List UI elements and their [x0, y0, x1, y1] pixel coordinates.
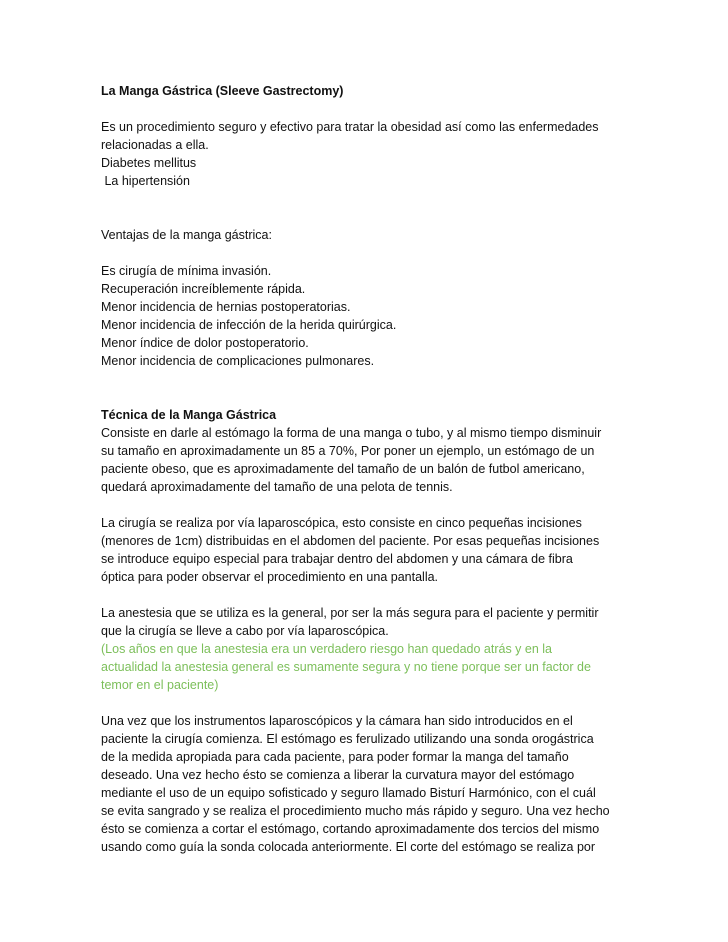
- tecnica-p1-line: Consiste en darle al estómago la forma de una manga o tubo, y al mismo tiempo disminuir: [101, 426, 602, 440]
- intro-line: Es un procedimiento seguro y efectivo para tratar la obesidad así como las enfermedades: [101, 120, 599, 134]
- ventaja-item: Menor índice de dolor postoperatorio.: [101, 336, 309, 350]
- tecnica-p4-line: ésto se comienza a cortar el estómago, cortando aproximadamente dos tercios del mismo: [101, 822, 600, 836]
- intro-line: relacionadas a ella.: [101, 138, 209, 152]
- ventaja-item: Recuperación increíblemente rápida.: [101, 282, 306, 296]
- tecnica-p4-line: mediante el uso de un equipo sofisticado y seguro llamado Bisturí Harmónico, con el cuál: [101, 786, 596, 800]
- anestesia-note-line: actualidad la anestesia general es sumamente segura y no tiene porque ser un factor de: [101, 660, 591, 674]
- tecnica-p2-line: óptica para poder observar el procedimiento en una pantalla.: [101, 570, 439, 584]
- tecnica-p2-line: se introduce equipo especial para trabajar dentro del abdomen y una cámara de fibra: [101, 552, 573, 566]
- intro-line: Diabetes mellitus: [101, 156, 197, 170]
- tecnica-p2-line: (menores de 1cm) distribuidas en el abdomen del paciente. Por esas pequeñas incisiones: [101, 534, 600, 548]
- tecnica-p1-line: quedará aproximadamente del tamaño de una pelota de tennis.: [101, 480, 453, 494]
- ventaja-item: Menor incidencia de complicaciones pulmonares.: [101, 354, 375, 368]
- tecnica-p2-line: La cirugía se realiza por vía laparoscópica, esto consiste en cinco pequeñas incisiones: [101, 516, 582, 530]
- document-title: La Manga Gástrica (Sleeve Gastrectomy): [101, 84, 344, 98]
- anestesia-note-line: temor en el paciente): [101, 678, 219, 692]
- anestesia-note-line: (Los años en que la anestesia era un verdadero riesgo han quedado atrás y en la: [101, 642, 553, 656]
- tecnica-p3-line: que la cirugía se lleve a cabo por vía laparoscópica.: [101, 624, 389, 638]
- tecnica-p4-line: usando como guía la sonda colocada anteriormente. El corte del estómago se realiza por: [101, 840, 596, 854]
- ventaja-item: Menor incidencia de infección de la herida quirúrgica.: [101, 318, 397, 332]
- tecnica-p4-line: Una vez que los instrumentos laparoscópicos y la cámara han sido introducidos en el: [101, 714, 573, 728]
- tecnica-p1-line: paciente obeso, que es aproximadamente del tamaño de un balón de futbol americano,: [101, 462, 585, 476]
- ventajas-heading: Ventajas de la manga gástrica:: [101, 228, 272, 242]
- tecnica-p1-line: su tamaño en aproximadamente un 85 a 70%, Por poner un ejemplo, un estómago de un: [101, 444, 595, 458]
- tecnica-p4-line: paciente la cirugía comienza. El estómago es ferulizado utilizando una sonda orogástrica: [101, 732, 594, 746]
- tecnica-p4-line: se evita sangrado y se realiza el procedimiento mucho más rápido y seguro. Una vez hecho: [101, 804, 610, 818]
- tecnica-heading: Técnica de la Manga Gástrica: [101, 408, 277, 422]
- ventaja-item: Menor incidencia de hernias postoperatorias.: [101, 300, 351, 314]
- ventaja-item: Es cirugía de mínima invasión.: [101, 264, 272, 278]
- tecnica-p4-line: deseado. Una vez hecho ésto se comienza a liberar la curvatura mayor del estómago: [101, 768, 575, 782]
- tecnica-p3-line: La anestesia que se utiliza es la general, por ser la más segura para el paciente y permitir: [101, 606, 599, 620]
- tecnica-p4-line: de la medida apropiada para cada paciente, para poder formar la manga del tamaño: [101, 750, 569, 764]
- intro-line: La hipertensión: [101, 174, 190, 188]
